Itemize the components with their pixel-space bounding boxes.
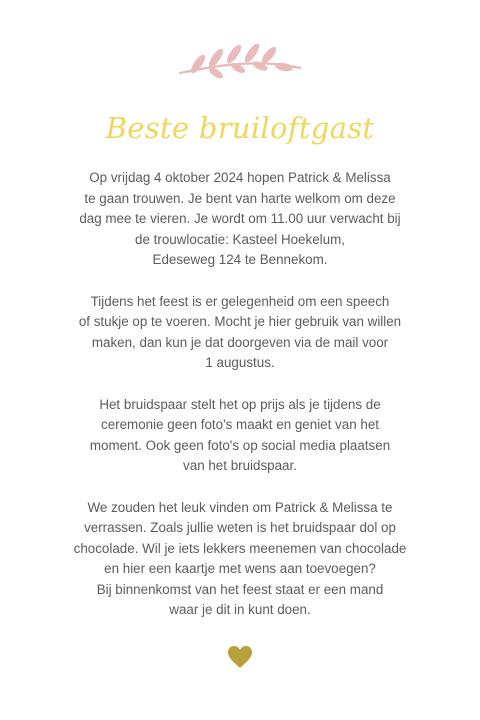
- text-line: maken, dan kun je dat doorgeven via de mail voor: [91, 334, 389, 350]
- text-line: Het bruidspaar stelt het op prijs als je tijdens de: [99, 396, 381, 412]
- text-line: of stukje op te voeren. Mocht je hier gebruik van willen: [78, 314, 402, 330]
- text-line: ceremonie geen foto's maakt en geniet van het: [101, 417, 379, 433]
- text-line: van het bruidspaar.: [183, 458, 297, 474]
- text-line: en hier een kaartje met wens aan toevoegen?: [104, 561, 376, 577]
- text-line: Tijdens het feest is er gelegenheid om een speech: [90, 293, 390, 309]
- text-line: We zouden het leuk vinden om Patrick & Melissa te: [87, 499, 393, 515]
- text-line: chocolade. Wil je iets lekkers meenemen van chocolade: [73, 540, 407, 556]
- text-line: verrassen. Zoals jullie weten is het bruidspaar dol op: [84, 520, 396, 536]
- paragraph-invitation: [30, 168, 450, 271]
- text-line: moment. Ook geen foto's op social media plaatsen: [89, 437, 391, 453]
- card-body: [30, 168, 450, 642]
- text-line: te gaan trouwen. Je bent van harte welkom om deze: [84, 190, 396, 206]
- heart-icon: [227, 645, 253, 669]
- text-line: Op vrijdag 4 oktober 2024 hopen Patrick & Melissa: [89, 170, 391, 185]
- paragraph-speech: [30, 292, 450, 374]
- text-line: dag mee te vieren. Je wordt om 11.00 uur verwacht bij: [79, 211, 401, 227]
- card-title: Beste bruiloftgast: [105, 111, 375, 145]
- text-line: waar je dit in kunt doen.: [169, 602, 311, 618]
- text-line: Bij binnenkomst van het feest staat er een mand: [96, 581, 384, 597]
- text-line: Edeseweg 124 te Bennekom.: [152, 252, 328, 268]
- leaf-branch-icon: [176, 40, 304, 80]
- text-line: 1 augustus.: [205, 355, 275, 371]
- paragraph-chocolate: [30, 498, 450, 622]
- text-line: de trouwlocatie: Kasteel Hoekelum,: [135, 231, 345, 247]
- paragraph-photos: [30, 395, 450, 477]
